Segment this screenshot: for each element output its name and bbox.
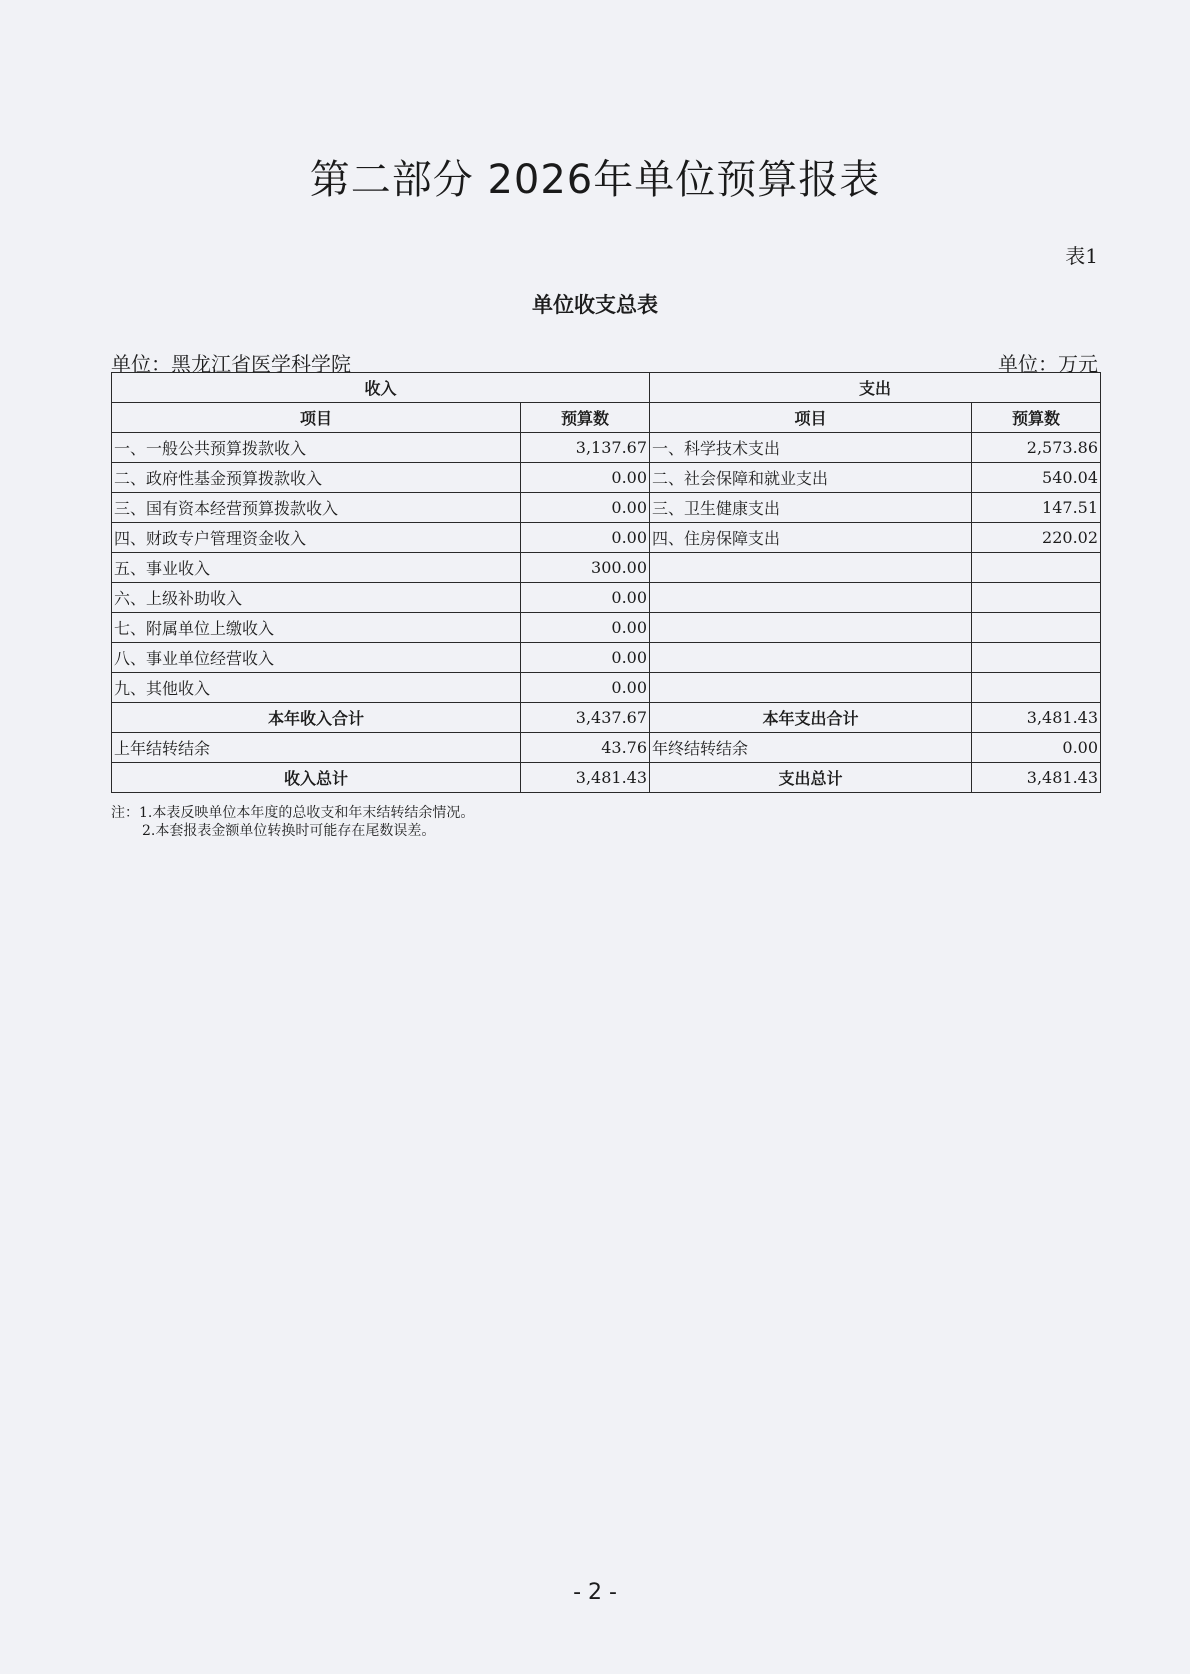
table-number: 表1 [1065, 244, 1098, 268]
total-row [112, 763, 1101, 793]
income-item-cell: 八、事业单位经营收入 [112, 643, 521, 673]
expense-item-cell [650, 553, 972, 583]
year-end-label: 年终结转结余 [650, 733, 972, 763]
expense-amount-cell [972, 553, 1101, 583]
expense-amount-cell: 147.51 [972, 493, 1101, 523]
income-item-cell: 三、国有资本经营预算拨款收入 [112, 493, 521, 523]
carryover-amount: 43.76 [521, 733, 650, 763]
income-subtotal-label: 本年收入合计 [112, 703, 521, 733]
table-row [112, 673, 1101, 703]
expense-item-column-header: 项目 [650, 403, 972, 433]
expense-amount-cell [972, 583, 1101, 613]
budget-summary-table [111, 372, 1101, 793]
table-notes [111, 804, 474, 840]
expense-item-cell [650, 583, 972, 613]
table-row [112, 463, 1101, 493]
income-header: 收入 [112, 373, 650, 403]
income-item-cell: 一、一般公共预算拨款收入 [112, 433, 521, 463]
expense-item-cell: 一、科学技术支出 [650, 433, 972, 463]
expense-amount-cell: 540.04 [972, 463, 1101, 493]
table-row [112, 523, 1101, 553]
expense-item-cell [650, 673, 972, 703]
expense-amount-cell [972, 613, 1101, 643]
expense-item-cell: 四、住房保障支出 [650, 523, 972, 553]
expense-amount-cell: 220.02 [972, 523, 1101, 553]
page-title: 第二部分 2026年单位预算报表 [309, 157, 881, 203]
income-item-cell: 五、事业收入 [112, 553, 521, 583]
year-end-amount: 0.00 [972, 733, 1101, 763]
income-amount-cell: 0.00 [521, 493, 650, 523]
income-item-cell: 二、政府性基金预算拨款收入 [112, 463, 521, 493]
income-amount-cell: 0.00 [521, 583, 650, 613]
carryover-row [112, 733, 1101, 763]
income-item-column-header: 项目 [112, 403, 521, 433]
page-number: - 2 - [573, 1580, 617, 1605]
expense-item-cell [650, 643, 972, 673]
note-line-1: 注：1.本表反映单位本年度的总收支和年末结转结余情况。 [111, 805, 475, 821]
expense-total-label: 支出总计 [650, 763, 972, 793]
carryover-label: 上年结转结余 [112, 733, 521, 763]
income-subtotal-amount: 3,437.67 [521, 703, 650, 733]
currency-unit-label: 单位：万元 [998, 352, 1098, 376]
income-amount-cell: 0.00 [521, 643, 650, 673]
expense-amount-cell [972, 643, 1101, 673]
income-amount-cell: 0.00 [521, 463, 650, 493]
income-amount-column-header: 预算数 [521, 403, 650, 433]
income-amount-cell: 0.00 [521, 523, 650, 553]
organization-label: 单位：黑龙江省医学科学院 [111, 352, 351, 376]
subtotal-row [112, 703, 1101, 733]
table-title: 单位收支总表 [532, 293, 658, 317]
table-row [112, 643, 1101, 673]
income-item-cell: 七、附属单位上缴收入 [112, 613, 521, 643]
expense-amount-column-header: 预算数 [972, 403, 1101, 433]
table-row [112, 433, 1101, 463]
expense-item-cell: 三、卫生健康支出 [650, 493, 972, 523]
expense-amount-cell [972, 673, 1101, 703]
income-item-cell: 六、上级补助收入 [112, 583, 521, 613]
expense-amount-cell: 2,573.86 [972, 433, 1101, 463]
expense-header: 支出 [650, 373, 1101, 403]
note-line-2: 2.本套报表金额单位转换时可能存在尾数误差。 [142, 823, 436, 839]
income-amount-cell: 3,137.67 [521, 433, 650, 463]
income-amount-cell: 300.00 [521, 553, 650, 583]
expense-item-cell: 二、社会保障和就业支出 [650, 463, 972, 493]
income-item-cell: 四、财政专户管理资金收入 [112, 523, 521, 553]
income-amount-cell: 0.00 [521, 613, 650, 643]
income-total-label: 收入总计 [112, 763, 521, 793]
table-row [112, 613, 1101, 643]
expense-item-cell [650, 613, 972, 643]
income-item-cell: 九、其他收入 [112, 673, 521, 703]
expense-subtotal-label: 本年支出合计 [650, 703, 972, 733]
table-row [112, 493, 1101, 523]
expense-total-amount: 3,481.43 [972, 763, 1101, 793]
table-row [112, 553, 1101, 583]
income-amount-cell: 0.00 [521, 673, 650, 703]
table-row [112, 583, 1101, 613]
income-total-amount: 3,481.43 [521, 763, 650, 793]
expense-subtotal-amount: 3,481.43 [972, 703, 1101, 733]
